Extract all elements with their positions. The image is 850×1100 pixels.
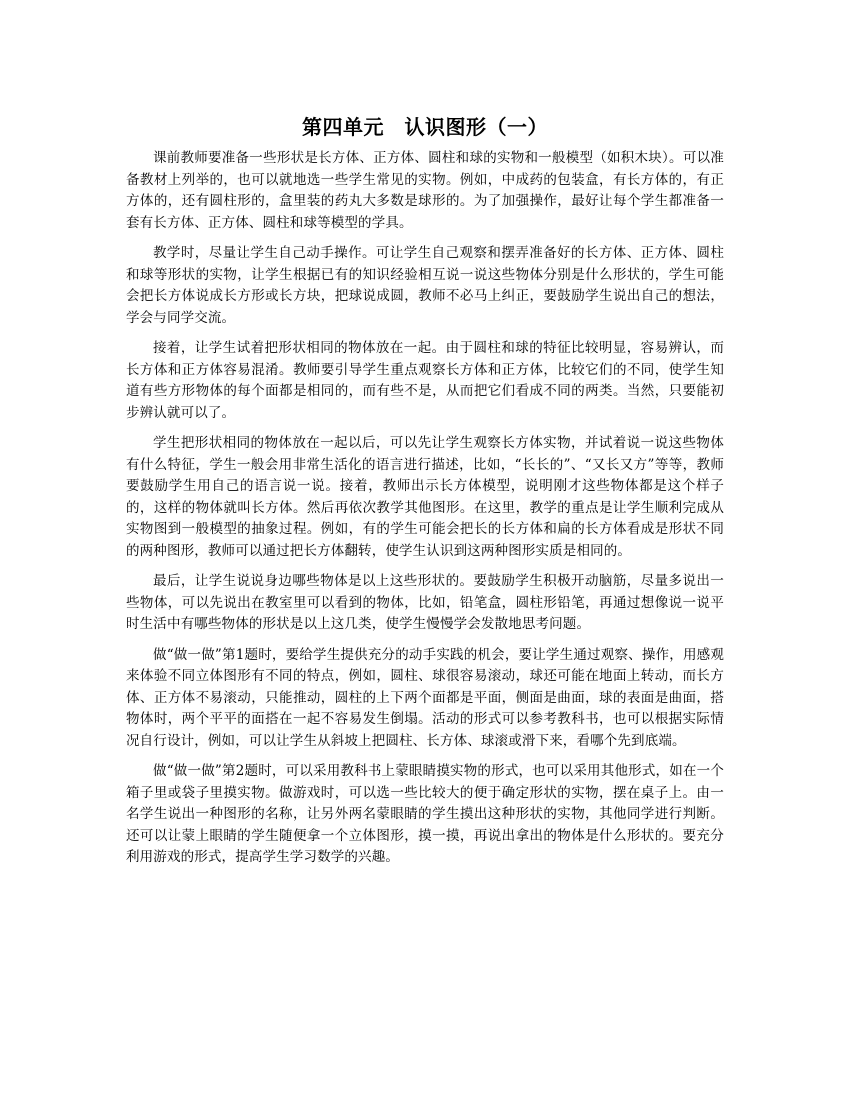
paragraph-4: 学生把形状相同的物体放在一起以后，可以先让学生观察长方体实物，并试着说一说这些物体有什么特征，学生一般会用非常生活化的语言进行描述，比如，“长长的”、“又长又方”等等，教师要鼓励学生用自己的语言说一说。接着，教师出示长方体模型，说明刚才这些物体都是这个样子的，这样的物体就叫长方体。然后再依次教学其他图形。在这里，教学的重点是让学生顺利完成从实物图到一般模型的抽象过程。例如，有的学生可能会把长的长方体和扁的长方体看成是形状不同的两种图形，教师可以通过把长方体翻转，使学生认识到这两种图形实质是相同的。: [126, 435, 724, 559]
paragraph-2: 教学时，尽量让学生自己动手操作。可让学生自己观察和摆弄准备好的长方体、正方体、圆柱和球等形状的实物，让学生根据已有的知识经验相互说一说这些物体分别是什么形状的，学生可能会把长方体说成长方形或长方块，把球说成圆，教师不必马上纠正，要鼓励学生说出自己的想法，学会与同学交流。: [126, 245, 724, 326]
paragraph-7: 做“做一做”第2题时，可以采用教科书上蒙眼睛摸实物的形式，也可以采用其他形式，如在一个箱子里或袋子里摸实物。做游戏时，可以选一些比较大的便于确定形状的实物，摆在桌子上。由一名学生说出一种图形的名称，让另外两名蒙眼睛的学生摸出这种形状的实物，其他同学进行判断。还可以让蒙上眼睛的学生随便拿一个立体图形，摸一摸，再说出拿出的物体是什么形状的。要充分利用游戏的形式，提高学生学习数学的兴趣。: [126, 763, 724, 865]
paragraph-6: 做“做一做”第1题时，要给学生提供充分的动手实践的机会，要让学生通过观察、操作，用感观来体验不同立体图形有不同的特点，例如，圆柱、球很容易滚动，球还可能在地面上转动，而长方体、正方体不易滚动，只能推动，圆柱的上下两个面都是平面，侧面是曲面，球的表面是曲面，搭物体时，两个平平的面搭在一起不容易发生倒塌。活动的形式可以参考教科书，也可以根据实际情况自行设计，例如，可以让学生从斜坡上把圆柱、长方体、球滚或滑下来，看哪个先到底端。: [126, 646, 724, 749]
page-title: 第四单元 认识图形（一）: [302, 115, 548, 139]
paragraph-5: 最后，让学生说说身边哪些物体是以上这些形状的。要鼓励学生积极开动脑筋，尽量多说出一些物体，可以先说出在教室里可以看到的物体，比如，铅笔盒，圆柱形铅笔，再通过想像说一说平时生活中有哪些物体的形状是以上这几类，使学生慢慢学会发散地思考问题。: [126, 573, 724, 632]
paragraph-1: 课前教师要准备一些形状是长方体、正方体、圆柱和球的实物和一般模型（如积木块）。可以准备教材上列举的，也可以就地选一些学生常见的实物。例如，中成药的包装盒，有长方体的，有正方体的，还有圆柱形的，盒里装的药丸大多数是球形的。为了加强操作，最好让每个学生都准备一套有长方体、正方体、圆柱和球等模型的学具。: [126, 150, 724, 231]
document-page: [126, 112, 724, 878]
paragraph-3: 接着，让学生试着把形状相同的物体放在一起。由于圆柱和球的特征比较明显，容易辨认，而长方体和正方体容易混淆。教师要引导学生重点观察长方体和正方体，比较它们的不同，使学生知道有些方形物体的每个面都是相同的，而有些不是，从而把它们看成不同的两类。当然，只要能初步辨认就可以了。: [126, 340, 724, 421]
